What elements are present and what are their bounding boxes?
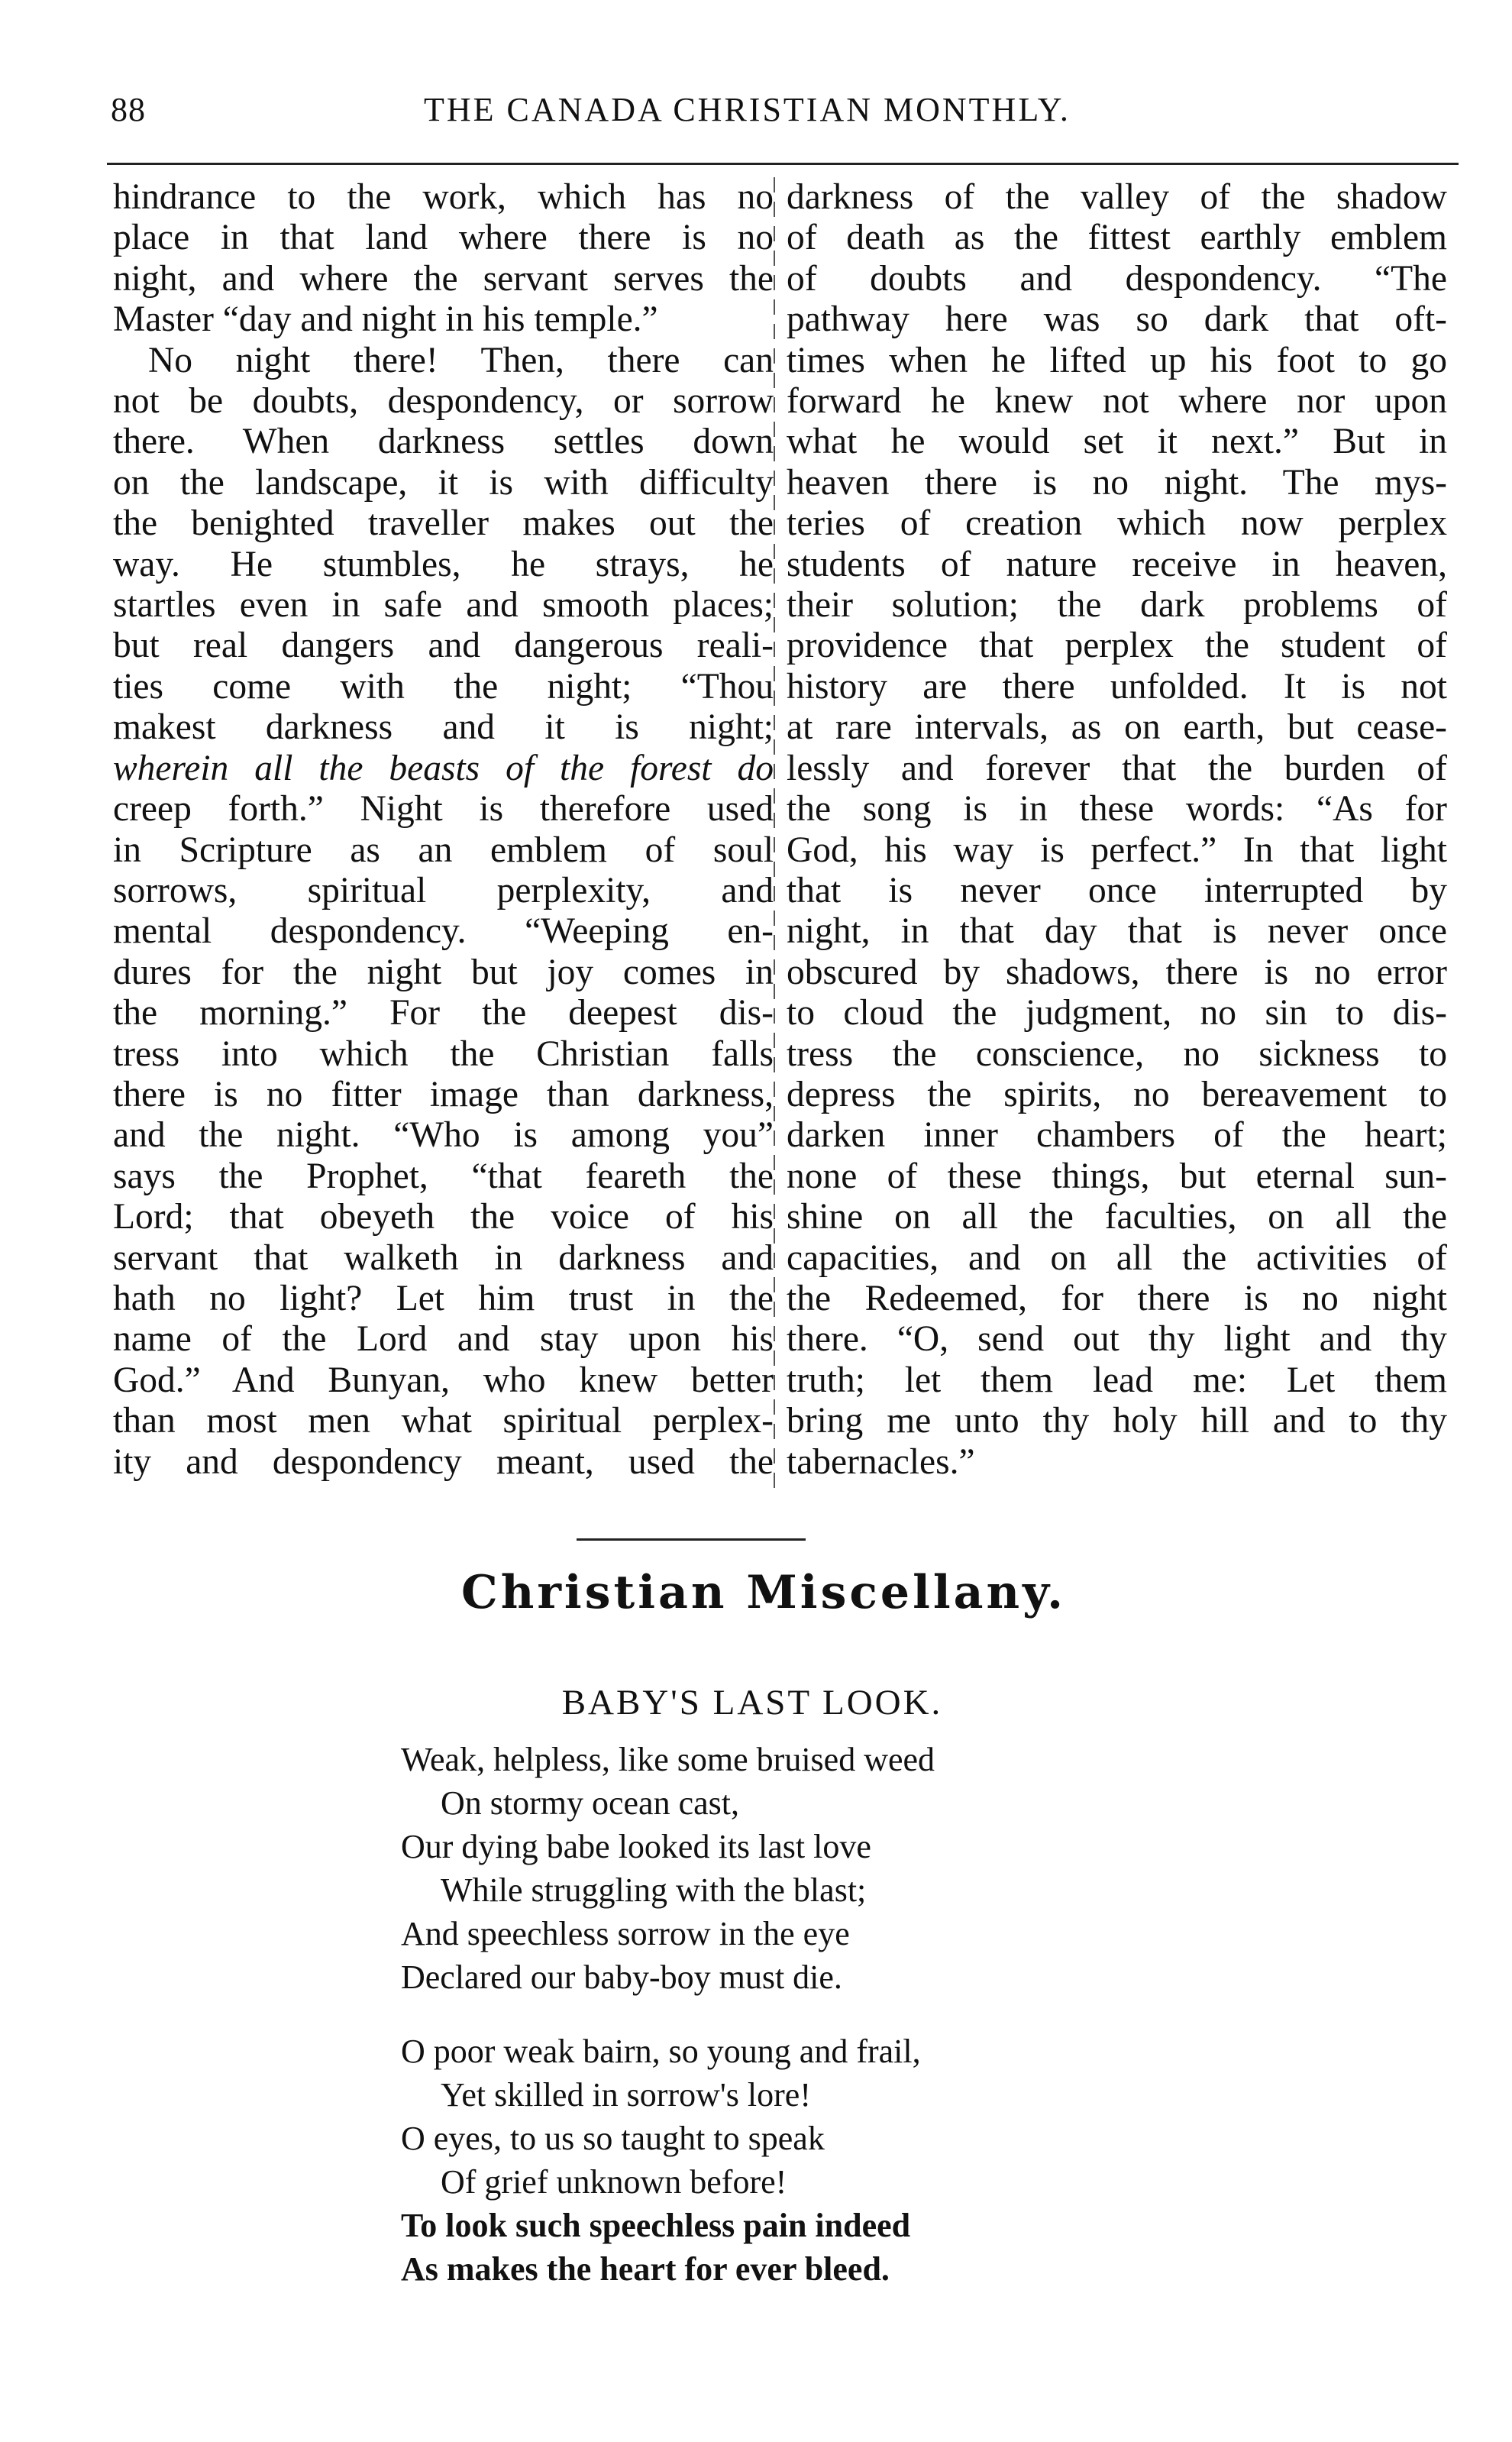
text-line: the morning.” For the deepest dis- [113, 993, 774, 1033]
text-line: to cloud the judgment, no sin to dis- [787, 993, 1447, 1033]
section-rule [577, 1538, 806, 1541]
text-line: heaven there is no night. The mys- [787, 462, 1447, 503]
text-line: way. He stumbles, he strays, he [113, 544, 774, 584]
poem-line: To look such speechless pain indeed [401, 2207, 911, 2244]
text-line: ties come with the night; “Thou [113, 666, 774, 707]
text-line: in Scripture as an emblem of soul [113, 830, 774, 870]
text-line: makest darkness and it is night; [113, 707, 774, 748]
page-number: 88 [111, 91, 146, 128]
text-line: God, his way is perfect.” In that light [787, 830, 1447, 870]
poem-line: And speechless sorrow in the eye [401, 1915, 850, 1952]
poem-line: Of grief unknown before! [441, 2163, 787, 2201]
right-column [787, 177, 1447, 1483]
text-line: at rare intervals, as on earth, but cease- [787, 707, 1447, 748]
text-line: dures for the night but joy comes in [113, 952, 774, 992]
text-line: hindrance to the work, which has no [113, 177, 774, 217]
text-line: their solution; the dark problems of [787, 585, 1447, 626]
text-line: truth; let them lead me: Let them [787, 1360, 1447, 1400]
text-line: says the Prophet, “that feareth the [113, 1156, 774, 1196]
text-line: teries of creation which now perplex [787, 503, 1447, 544]
text-line: than most men what spiritual perplex- [113, 1401, 774, 1441]
text-line: pathway here was so dark that oft- [787, 299, 1447, 340]
header-rule [107, 163, 1459, 165]
text-line: the benighted traveller makes out the [113, 503, 774, 544]
text-line: shine on all the faculties, on all the [787, 1197, 1447, 1237]
text-line: and the night. “Who is among you” [113, 1115, 774, 1156]
poem-line: Our dying babe looked its last love [401, 1828, 871, 1865]
page-header [111, 90, 1455, 144]
text-line: there is no fitter image than darkness, [113, 1074, 774, 1114]
running-title: THE CANADA CHRISTIAN MONTHLY. [424, 91, 1071, 128]
poem-line: While struggling with the blast; [441, 1871, 867, 1909]
text-line: tabernacles.” [787, 1441, 975, 1482]
text-line: bring me unto thy holy hill and to thy [787, 1401, 1447, 1441]
text-line: lessly and forever that the burden of [787, 748, 1447, 788]
text-line: times when he lifted up his foot to go [787, 340, 1447, 380]
text-line: depress the spirits, no bereavement to [787, 1074, 1447, 1114]
text-line: the song is in these words: “As for [787, 789, 1447, 830]
text-line: darken inner chambers of the heart; [787, 1115, 1447, 1156]
text-line: what he would set it next.” But in [787, 422, 1447, 462]
text-line: on the landscape, it is with difficulty [113, 462, 774, 503]
column-divider [774, 177, 775, 1491]
text-line: sorrows, spiritual perplexity, and [113, 870, 774, 910]
text-line: startles even in safe and smooth places; [113, 585, 774, 626]
text-line: capacities, and on all the activities of [787, 1237, 1447, 1278]
text-line: place in that land where there is no [113, 218, 774, 258]
text-line: God.” And Bunyan, who knew better [113, 1360, 774, 1400]
text-line: Lord; that obeyeth the voice of his [113, 1197, 774, 1237]
text-line: there. “O, send out thy light and thy [787, 1319, 1447, 1360]
text-line: that is never once interrupted by [787, 870, 1447, 910]
text-line: students of nature receive in heaven, [787, 544, 1447, 584]
text-line: forward he knew not where nor upon [787, 381, 1447, 422]
text-line: night, in that day that is never once [787, 911, 1447, 952]
text-line: of death as the fittest earthly emblem [787, 218, 1447, 258]
poem-line: Weak, helpless, like some bruised weed [401, 1741, 935, 1778]
poem-line: On stormy ocean cast, [441, 1784, 739, 1822]
text-line: night, and where the servant serves the [113, 258, 774, 299]
stanza-gap [401, 1999, 1165, 2030]
left-column [113, 177, 774, 1483]
poem-line: Yet skilled in sorrow's lore! [441, 2076, 811, 2114]
text-line: none of these things, but eternal sun- [787, 1156, 1447, 1196]
text-line: of doubts and despondency. “The [787, 258, 1447, 299]
text-line: obscured by shadows, there is no error [787, 952, 1447, 992]
poem [401, 1738, 1165, 2291]
poem-line: O poor weak bairn, so young and frail, [401, 2033, 921, 2070]
text-line: Master “day and night in his temple.” [113, 299, 658, 340]
text-line: mental despondency. “Weeping en- [113, 911, 774, 952]
text-line: servant that walketh in darkness and [113, 1237, 774, 1278]
text-line: darkness of the valley of the shadow [787, 177, 1447, 217]
text-line: but real dangers and dangerous reali- [113, 626, 774, 666]
text-line: name of the Lord and stay upon his [113, 1319, 774, 1360]
text-line: tress into which the Christian falls [113, 1033, 774, 1074]
text-line: there. When darkness settles down [113, 422, 774, 462]
poem-line: As makes the heart for ever bleed. [401, 2250, 890, 2288]
text-line: hath no light? Let him trust in the [113, 1278, 774, 1318]
text-line: wherein all the beasts of the forest do [113, 748, 774, 788]
text-line: providence that perplex the student of [787, 626, 1447, 666]
text-line: creep forth.” Night is therefore used [113, 789, 774, 830]
text-line: tress the conscience, no sickness to [787, 1033, 1447, 1074]
text-line: not be doubts, despondency, or sorrow [113, 381, 774, 422]
poem-title: BABY'S LAST LOOK. [561, 1683, 943, 1722]
poem-line: Declared our baby-boy must die. [401, 1958, 842, 1996]
text-line: No night there! Then, there can [148, 340, 774, 380]
text-line: ity and despondency meant, used the [113, 1441, 774, 1482]
section-heading: Christian Miscellany. [460, 1566, 1067, 1619]
text-line: the Redeemed, for there is no night [787, 1278, 1447, 1318]
poem-line: O eyes, to us so taught to speak [401, 2120, 825, 2157]
text-line: history are there unfolded. It is not [787, 666, 1447, 707]
